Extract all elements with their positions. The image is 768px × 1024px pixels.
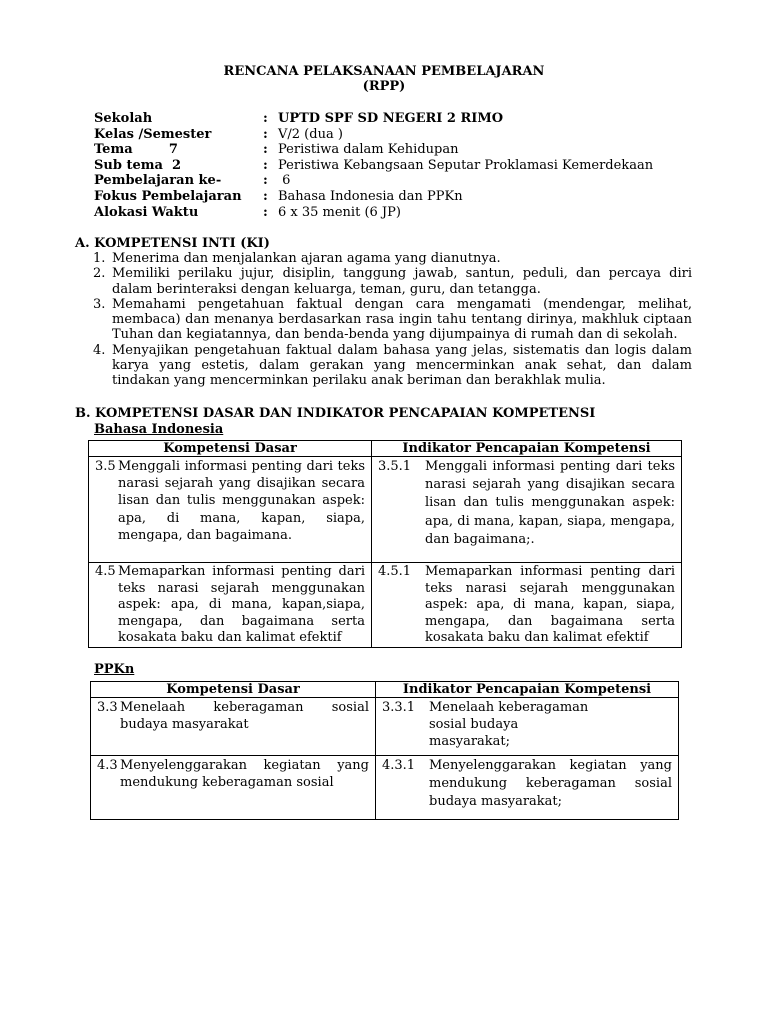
- kd-number: 3.5: [95, 459, 116, 474]
- info-label: Alokasi Waktu: [94, 204, 199, 220]
- list-text: Memahami pengetahuan faktual dengan cara mengamati (mendengar, melihat, membaca) dan menanya berdasarkan rasa ingin tahu tentang dirinya, makhluk ciptaan Tuhan dan kegiatannya, dan benda-benda yang dijumpainya di rumah dan di sekolah.: [112, 296, 692, 343]
- ipk-number: 4.5.1: [378, 564, 412, 579]
- table-row: [89, 563, 682, 648]
- section-b-heading: B. KOMPETENSI DASAR DAN INDIKATOR PENCAPAIAN KOMPETENSI: [75, 406, 596, 421]
- list-item: [93, 343, 692, 389]
- info-value: V/2 (dua ): [278, 126, 343, 142]
- info-label: Fokus Pembelajaran: [94, 188, 242, 204]
- kd-cell: [91, 698, 376, 756]
- kd-text: Memaparkan informasi penting dari teks narasi sejarah menggunakan aspek: apa, di mana, kapan,siapa, mengapa, dan bagaimana serta kosakata baku dan kalimat efektif: [118, 564, 365, 646]
- info-label: Pembelajaran ke-: [94, 173, 222, 189]
- info-label: Sub tema 2: [94, 157, 182, 173]
- column-header-kd: Kompetensi Dasar: [91, 682, 376, 698]
- info-colon: :: [263, 142, 268, 158]
- table-bahasa-indonesia: [88, 440, 682, 648]
- kd-text: Menelaah keberagaman sosial budaya masyarakat: [120, 700, 369, 733]
- ipk-number: 3.3.1: [382, 700, 416, 715]
- kd-cell: [89, 457, 372, 563]
- info-value: Peristiwa dalam Kehidupan: [278, 142, 459, 158]
- column-header-ipk: Indikator Pencapaian Kompetensi: [372, 441, 682, 457]
- ipk-text: Menggali informasi penting dari teks narasi sejarah yang disajikan secara lisan dan tulis menggunakan aspek: apa, di mana, kapan, siapa, mengapa, dan bagaimana;.: [425, 459, 675, 547]
- table-row: [91, 756, 679, 820]
- ki-list: [93, 251, 692, 389]
- list-item: [93, 251, 692, 266]
- subheading-ppkn: PPKn: [94, 662, 135, 677]
- kd-cell: [89, 563, 372, 648]
- info-value: 6 x 35 menit (6 JP): [278, 204, 401, 220]
- table-header-row: [91, 682, 679, 698]
- info-colon: :: [263, 188, 268, 204]
- ipk-text: Menelaah keberagaman sosial budaya masyarakat;: [429, 700, 589, 750]
- column-header-kd: Kompetensi Dasar: [89, 441, 372, 457]
- list-text: Menyajikan pengetahuan faktual dalam bahasa yang jelas, sistematis dan logis dalam karya yang estetis, dalam gerakan yang mencerminkan anak sehat, dan dalam tindakan yang mencerminkan perilaku anak beriman dan berakhlak mulia.: [112, 342, 692, 389]
- info-colon: :: [263, 173, 268, 189]
- column-header-ipk: Indikator Pencapaian Kompetensi: [376, 682, 679, 698]
- kd-number: 4.3: [97, 758, 118, 773]
- ipk-text: Memaparkan informasi penting dari teks narasi sejarah menggunakan aspek: apa, di mana, kapan, siapa, mengapa, dan bagaimana serta kosakata baku dan kalimat efektif: [425, 564, 675, 646]
- subheading-bahasa-indonesia: Bahasa Indonesia: [94, 422, 224, 437]
- list-item: [93, 297, 692, 343]
- info-label: Kelas /Semester: [94, 126, 212, 142]
- kd-text: Menggali informasi penting dari teks narasi sejarah yang disajikan secara lisan dan tulis menggunakan aspek: apa, di mana, kapan, siapa, mengapa, dan bagaimana.: [118, 459, 365, 543]
- ipk-cell: [372, 563, 682, 648]
- info-colon: :: [263, 126, 268, 142]
- info-colon: :: [263, 157, 268, 173]
- list-text: Memiliki perilaku jujur, disiplin, tanggung jawab, santun, peduli, dan percaya diri dalam berinteraksi dengan keluarga, teman, guru, dan tetangga.: [112, 266, 692, 297]
- ipk-number: 4.3.1: [382, 758, 416, 773]
- info-value: UPTD SPF SD NEGERI 2 RIMO: [278, 111, 504, 126]
- document-subtitle: (RPP): [362, 79, 406, 94]
- info-colon: :: [263, 111, 268, 126]
- kd-cell: [91, 756, 376, 820]
- info-value: 6: [278, 173, 291, 189]
- ipk-cell: [376, 756, 679, 820]
- list-number: 3.: [93, 296, 106, 312]
- list-number: 1.: [93, 251, 106, 266]
- ipk-number: 3.5.1: [378, 459, 412, 474]
- kd-number: 4.5: [95, 564, 116, 579]
- info-label: Tema 7: [94, 142, 178, 158]
- table-header-row: [89, 441, 682, 457]
- ipk-text: Menyelenggarakan kegiatan yang mendukung keberagaman sosial budaya masyarakat;: [429, 758, 672, 810]
- list-item: [93, 266, 692, 297]
- document-title: RENCANA PELAKSANAAN PEMBELAJARAN: [223, 64, 545, 79]
- list-number: 4.: [93, 342, 106, 358]
- table-row: [91, 698, 679, 756]
- list-text: Menerima dan menjalankan ajaran agama yang dianutnya.: [112, 251, 501, 266]
- section-a-heading: A. KOMPETENSI INTI (KI): [75, 236, 270, 251]
- ipk-cell: [372, 457, 682, 563]
- info-label: Sekolah: [94, 111, 153, 126]
- kd-number: 3.3: [97, 700, 118, 715]
- list-number: 2.: [93, 266, 106, 282]
- table-ppkn: [90, 681, 679, 820]
- info-value: Bahasa Indonesia dan PPKn: [278, 188, 463, 204]
- info-value: Peristiwa Kebangsaan Seputar Proklamasi Kemerdekaan: [278, 157, 654, 173]
- table-row: [89, 457, 682, 563]
- kd-text: Menyelenggarakan kegiatan yang mendukung keberagaman sosial: [120, 758, 369, 791]
- ipk-cell: [376, 698, 679, 756]
- info-colon: :: [263, 204, 268, 220]
